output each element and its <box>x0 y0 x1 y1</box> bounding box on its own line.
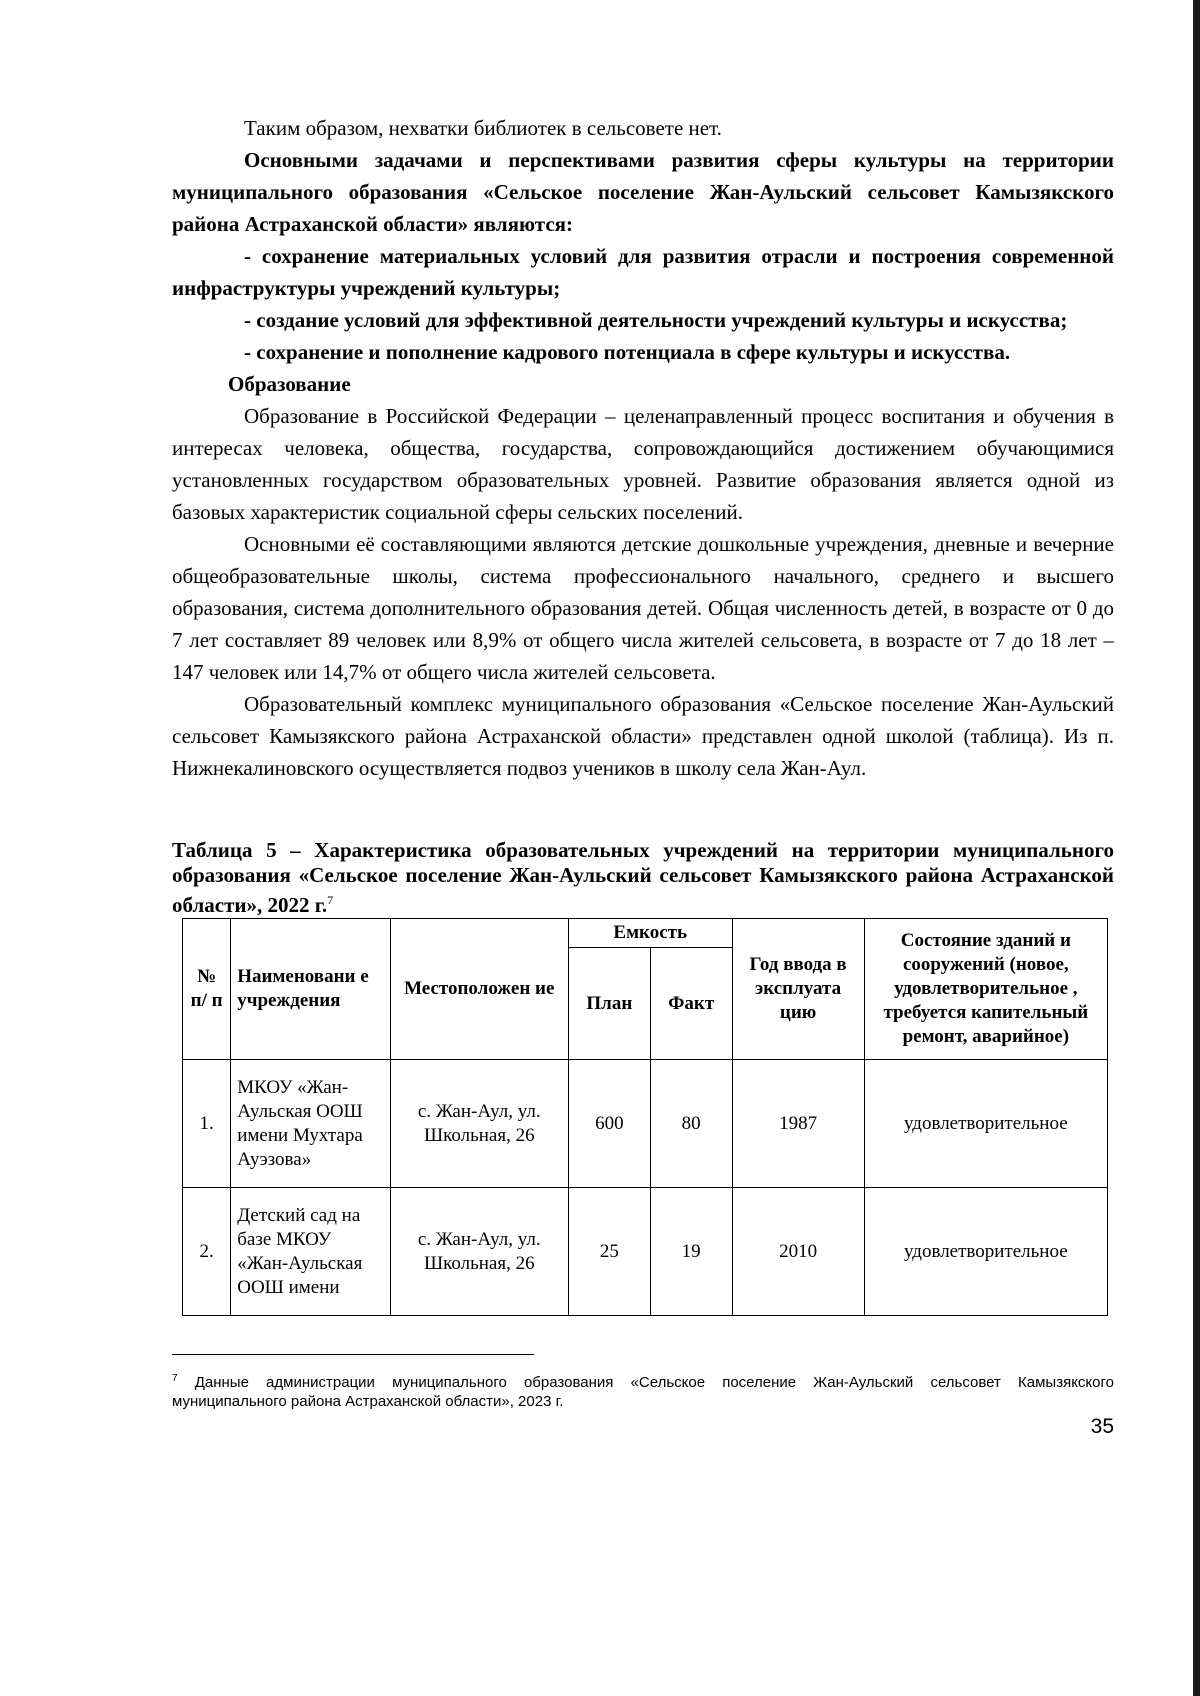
cell-fact: 19 <box>650 1188 732 1316</box>
section-heading-education: Образование <box>228 372 351 396</box>
page-edge-line <box>1193 0 1200 1696</box>
document-page <box>172 112 1114 1439</box>
table-caption-footnote-mark: 7 <box>327 893 334 907</box>
header-plan: План <box>568 948 650 1060</box>
cell-fact: 80 <box>650 1060 732 1188</box>
cell-state: удовлетворительное <box>864 1060 1107 1188</box>
footnote-text: Данные администрации муниципального образования «Сельское поселение Жан-Аульский сельсовет Камызякского муниципального района Астраханской области», 2023 г. <box>172 1374 1114 1410</box>
cell-location: с. Жан-Аул, ул. Школьная, 26 <box>390 1188 568 1316</box>
header-fact: Факт <box>650 948 732 1060</box>
cell-name: МКОУ «Жан-Аульская ООШ имени Мухтара Ауэзова» <box>231 1060 390 1188</box>
cell-state: удовлетворительное <box>864 1188 1107 1316</box>
education-institutions-table <box>182 918 1108 1316</box>
cell-year: 1987 <box>732 1060 864 1188</box>
paragraph-education-complex: Образовательный комплекс муниципального образования «Сельское поселение Жан-Аульский сельсовет Камызякского района Астраханской области» представлен одной школой (таблица). Из п. Нижнекалиновского осуществляется подвоз учеников в школу села Жан-Аул. <box>172 692 1114 780</box>
cell-year: 2010 <box>732 1188 864 1316</box>
header-num: № п/ п <box>183 919 231 1060</box>
cell-name: Детский сад на базе МКОУ «Жан-Аульская ООШ имени <box>231 1188 390 1316</box>
page-number: 35 <box>1090 1415 1114 1438</box>
header-name: Наименовани е учреждения <box>231 919 390 1060</box>
cell-plan: 25 <box>568 1188 650 1316</box>
header-capacity: Емкость <box>568 919 732 948</box>
cell-num: 2. <box>183 1188 231 1316</box>
table-caption-text: Таблица 5 – Характеристика образовательных учреждений на территории муниципального образования «Сельское поселение Жан-Аульский сельсовет Камызякского района Астраханской области», 2022 г. <box>172 838 1114 917</box>
footnote-mark: 7 <box>172 1373 178 1384</box>
header-location: Местоположен ие <box>390 919 568 1060</box>
footnote <box>172 1369 1114 1411</box>
cell-plan: 600 <box>568 1060 650 1188</box>
cell-num: 1. <box>183 1060 231 1188</box>
footnote-divider <box>172 1354 534 1355</box>
list-item-effective-activity: - создание условий для эффективной деятельности учреждений культуры и искусства; <box>244 308 1068 332</box>
paragraph-libraries: Таким образом, нехватки библиотек в сельсовете нет. <box>244 116 722 140</box>
list-item-personnel-potential: - сохранение и пополнение кадрового потенциала в сфере культуры и искусства. <box>244 340 1011 364</box>
table-caption <box>172 838 1114 918</box>
paragraph-education-components: Основными её составляющими являются детские дошкольные учреждения, дневные и вечерние общеобразовательные школы, система профессионального начального, среднего и высшего образования, система дополнительного образования детей. Общая численность детей, в возрасте от 0 до 7 лет составляет 89 человек или 8,9% от общего числа жителей сельсовета, в возрасте от 7 до 18 лет – 147 человек или 14,7% от общего числа жителей сельсовета. <box>172 532 1114 684</box>
cell-location: с. Жан-Аул, ул. Школьная, 26 <box>390 1060 568 1188</box>
header-state: Состояние зданий и сооружений (новое, удовлетворительное , требуется капительный ремонт, аварийное) <box>864 919 1107 1060</box>
paragraph-education-definition: Образование в Российской Федерации – целенаправленный процесс воспитания и обучения в интересах человека, общества, государства, сопровождающийся достижением обучающимися установленных государством образовательных уровней. Развитие образования является одной из базовых характеристик социальной сферы сельских поселений. <box>172 404 1114 524</box>
table-row <box>183 1060 1108 1188</box>
list-item-material-conditions: - сохранение материальных условий для развития отрасли и построения современной инфраструктуры учреждений культуры; <box>172 244 1114 300</box>
header-year: Год ввода в эксплуата цию <box>732 919 864 1060</box>
table-row <box>183 1188 1108 1316</box>
paragraph-culture-tasks: Основными задачами и перспективами развития сферы культуры на территории муниципального образования «Сельское поселение Жан-Аульский сельсовет Камызякского района Астраханской области» являются: <box>172 148 1114 236</box>
